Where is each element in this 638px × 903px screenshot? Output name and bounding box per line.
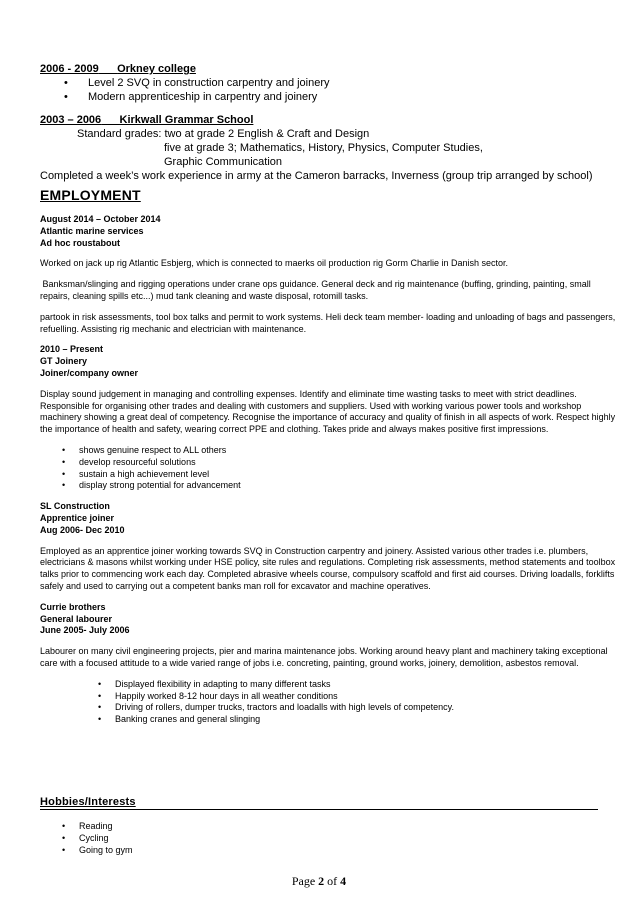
list-item: • Reading [40, 821, 616, 833]
list-item: • sustain a high achievement level [40, 469, 616, 481]
grades-line: five at grade 3; Mathematics, History, Physics, Computer Studies, [164, 142, 483, 154]
footer-prefix: Page [291, 874, 316, 888]
job-dates: Aug 2006- Dec 2010 [40, 524, 125, 535]
education-dates: 2006 - 2009 [40, 63, 99, 75]
grades-line: Standard grades: two at grade 2 English & Craft and Design [77, 128, 370, 140]
list-item: • Driving of rollers, dumper trucks, tractors and loadalls with high levels of competency. [40, 702, 616, 714]
job-role: General labourer [40, 613, 113, 624]
list-item: • Modern apprenticeship in carpentry and joinery [40, 90, 616, 104]
job-role: Joiner/company owner [40, 367, 139, 378]
job-paragraph: partook in risk assessments, tool box talks and permit to work systems. Heli deck team member- loading and unloading of bags and passengers, refuelling. Assisting rig mechanic and electrician with maintenance. [40, 311, 616, 334]
job-dates: June 2005- July 2006 [40, 625, 130, 636]
list-item: • Banking cranes and general slinging [40, 714, 616, 726]
job-dates: August 2014 – October 2014 [40, 214, 161, 224]
job-company: SL Construction [40, 501, 110, 512]
list-item: • Going to gym [40, 845, 616, 857]
job-bullets [40, 679, 616, 726]
education-note: Completed a week’s work experience in army at the Cameron barracks, Inverness (group trip arranged by school) [40, 170, 593, 182]
hobbies-list [40, 821, 616, 856]
job-entry [40, 501, 616, 593]
job-company: Atlantic marine services [40, 225, 144, 236]
education-section [40, 62, 616, 183]
footer-separator: of [327, 874, 338, 888]
education-entry-heading [40, 113, 616, 127]
education-school: Orkney college [117, 63, 196, 75]
job-paragraph: Banksman/slinging and rigging operations under crane ops guidance. General deck and rig maintenance (buffing, grinding, painting, small repairs, cleaning spills etc...) mud tank cleaning and waste disposal, rotomill tasks. [40, 279, 594, 301]
job-entry [40, 214, 616, 335]
job-bullets [40, 445, 616, 492]
list-item: • display strong potential for advancement [40, 480, 616, 492]
page-footer [0, 874, 638, 889]
list-item: • Level 2 SVQ in construction carpentry and joinery [40, 76, 616, 90]
list-item: • shows genuine respect to ALL others [40, 445, 616, 457]
job-paragraph: Worked on jack up rig Atlantic Esbjerg, which is connected to maerks oil production rig Gorm Charlie in Danish sector. [40, 258, 509, 269]
hobbies-section [40, 821, 616, 856]
job-dates: 2010 – Present [40, 344, 104, 355]
education-dates: 2003 – 2006 [40, 114, 102, 126]
list-item: • develop resourceful solutions [40, 457, 616, 469]
list-item: • Happily worked 8-12 hour days in all weather conditions [40, 691, 616, 703]
job-entry [40, 602, 616, 726]
education-school: Kirkwall Grammar School [119, 114, 254, 126]
education-bullets [40, 76, 616, 104]
employment-section [40, 214, 616, 726]
job-company: GT Joinery [40, 356, 88, 367]
list-item: • Displayed flexibility in adapting to many different tasks [40, 679, 616, 691]
list-item: • Cycling [40, 833, 616, 845]
job-paragraph: Labourer on many civil engineering projects, pier and marina maintenance jobs. Working around heavy plant and machinery taking exceptional care with a focused attitude to a wide varied range of jobs i.e. concreting, painting, ground works, joinery, demolition, asbestos removal. [40, 646, 608, 668]
job-paragraph: Display sound judgement in managing and controlling expenses. Identify and eliminate time wasting tasks to meet with strict deadlines. Responsible for organising other trades and dealing with customers and suppliers. Used with working various power tools and workshop machinery showing a great deal of competency. Recognise the importance of accuracy and quality of finish in all aspects of work. Respect highly the importance of health and safety, wearing correct PPE and clothing. Takes pride and always makes positive first impressions. [40, 388, 616, 435]
footer-total-pages: 4 [340, 874, 347, 888]
grades-line: Graphic Communication [164, 156, 282, 168]
hobbies-heading-text: Hobbies/Interests [40, 796, 136, 808]
job-paragraph: Employed as an apprentice joiner working towards SVQ in Construction carpentry and joinery. Assisted various other trades i.e. plumbers, electricians & masons whilst working under HSE policy, site rules and regulations. Completing risk assessments, method statements and toolbox talks prior to commencing work each day. Completed abrasive wheels course, compulsory scaffold and first aid courses. Driving loadalls, forklifts safely and used to carrying out a competent banks man roll for excavator and machine operatives. [40, 545, 616, 591]
job-role: Apprentice joiner [40, 512, 115, 523]
footer-current-page: 2 [318, 874, 325, 888]
employment-heading: EMPLOYMENT [40, 187, 141, 203]
job-role: Ad hoc roustabout [40, 237, 120, 248]
hobbies-heading [40, 796, 598, 810]
job-entry [40, 344, 616, 492]
education-entry-heading [40, 62, 616, 76]
job-company: Currie brothers [40, 601, 106, 612]
